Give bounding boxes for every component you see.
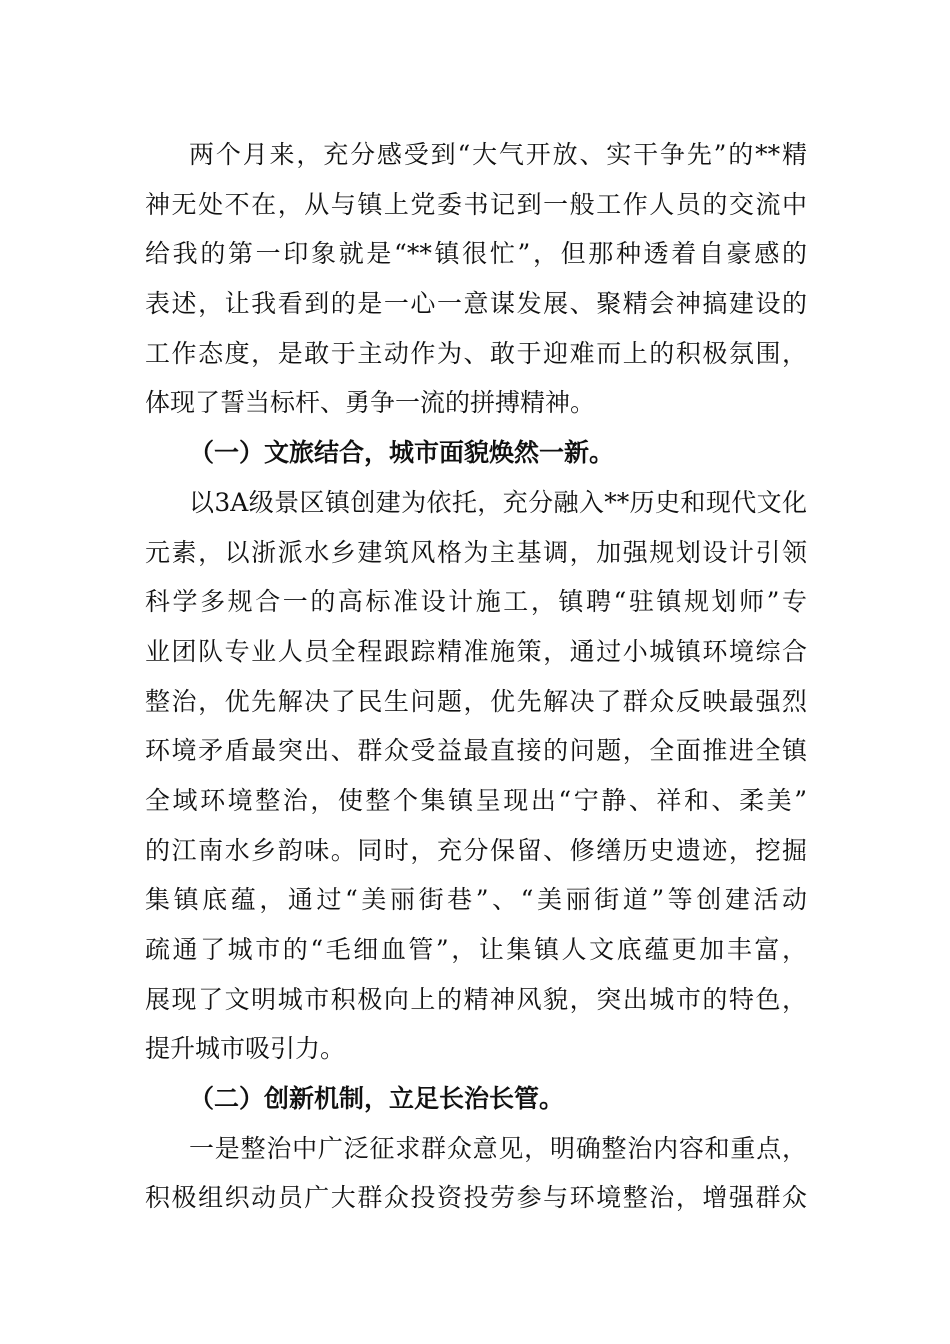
paragraph-line: 体现了誓当标杆、勇争一流的拼搏精神。 xyxy=(145,388,596,418)
paragraph-line: 元素，以浙派水乡建筑风格为主基调，加强规划设计引领 xyxy=(145,537,807,567)
section-heading-2: （二）创新机制，立足长治长管。 xyxy=(189,1084,565,1114)
document-page xyxy=(145,130,807,1223)
section-heading-1: （一）文旅结合，城市面貌焕然一新。 xyxy=(189,438,615,468)
paragraph-line: 两个月来，充分感受到“大气开放、实干争先”的**精 xyxy=(189,140,807,169)
paragraph-line: 表述，让我看到的是一心一意谋发展、聚精会神搞建设的 xyxy=(145,289,807,319)
paragraph-line: 科学多规合一的高标准设计施工，镇聘“驻镇规划师”专 xyxy=(145,587,807,617)
paragraph-line: 的江南水乡韵味。同时，充分保留、修缮历史遗迹，挖掘 xyxy=(145,835,807,865)
paragraph-line: 环境矛盾最突出、群众受益最直接的问题，全面推进全镇 xyxy=(145,736,807,766)
paragraph-line: 工作态度，是敢于主动作为、敢于迎难而上的积极氛围， xyxy=(145,338,807,368)
paragraph-line: 积极组织动员广大群众投资投劳参与环境整治，增强群众 xyxy=(145,1183,807,1213)
paragraph-line: 以3A级景区镇创建为依托，充分融入**历史和现代文化 xyxy=(189,487,807,517)
paragraph-line: 集镇底蕴，通过“美丽街巷”、“美丽街道”等创建活动 xyxy=(145,885,807,915)
paragraph-1 xyxy=(145,130,807,428)
paragraph-3 xyxy=(145,1124,807,1223)
paragraph-line: 业团队专业人员全程跟踪精准施策，通过小城镇环境综合 xyxy=(145,636,807,666)
paragraph-line: 展现了文明城市积极向上的精神风貌，突出城市的特色， xyxy=(145,984,807,1014)
paragraph-line: 神无处不在，从与镇上党委书记到一般工作人员的交流中 xyxy=(145,189,807,219)
paragraph-line: 一是整治中广泛征求群众意见，明确整治内容和重点， xyxy=(189,1133,807,1163)
paragraph-line: 疏通了城市的“毛细血管”，让集镇人文底蕴更加丰富， xyxy=(145,935,807,964)
paragraph-2 xyxy=(145,478,807,1074)
paragraph-line: 给我的第一印象就是“**镇很忙”，但那种透着自豪感的 xyxy=(145,239,807,269)
paragraph-line: 全域环境整治，使整个集镇呈现出“宁静、祥和、柔美” xyxy=(145,785,807,815)
paragraph-line: 提升城市吸引力。 xyxy=(145,1034,346,1064)
paragraph-line: 整治，优先解决了民生问题，优先解决了群众反映最强烈 xyxy=(145,686,807,716)
